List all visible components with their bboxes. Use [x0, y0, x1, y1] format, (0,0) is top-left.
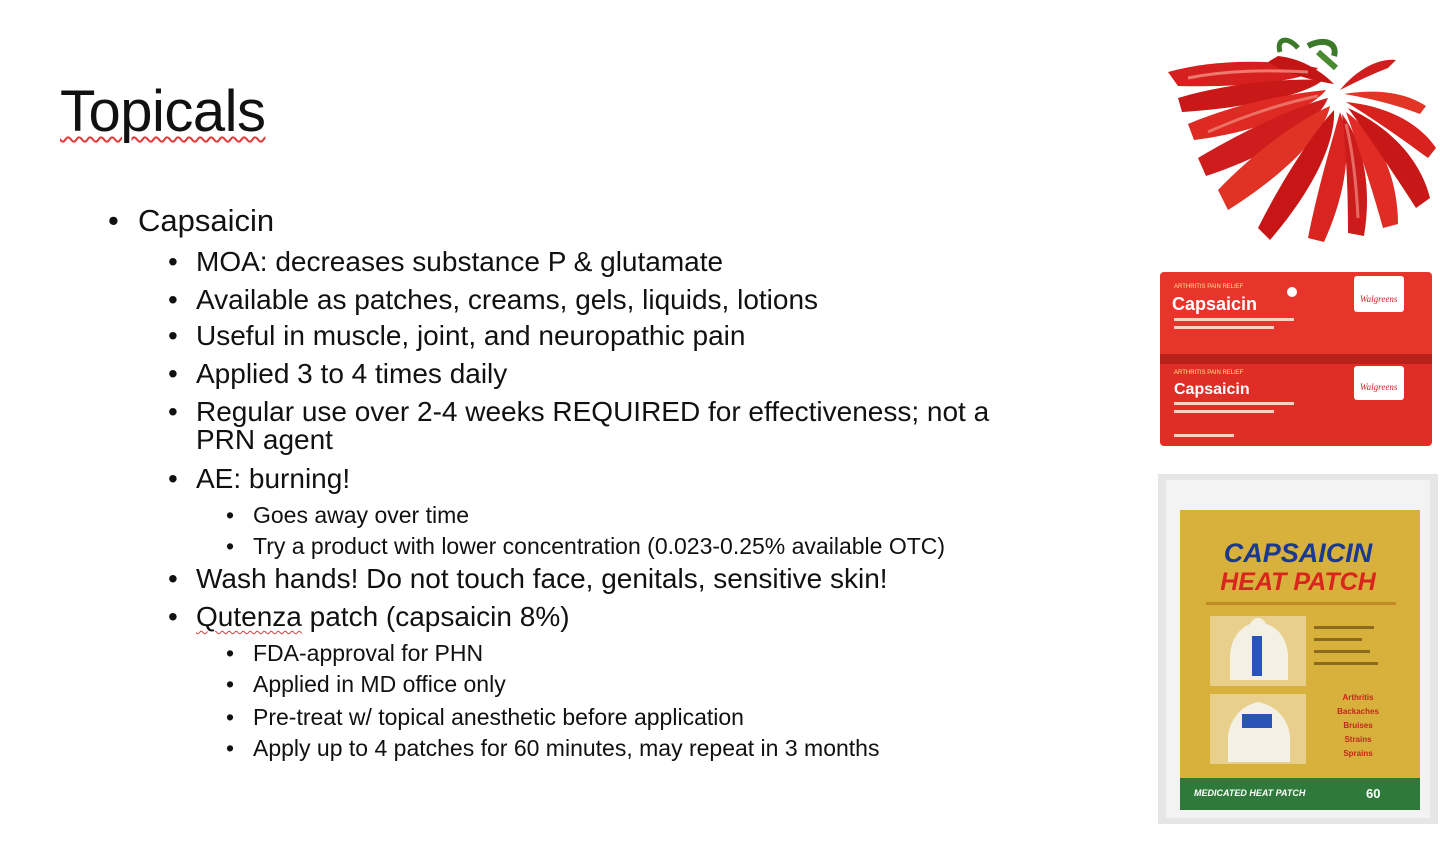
bullet-text — [196, 601, 570, 633]
capsaicin-heat-patch-image — [1158, 474, 1438, 824]
bullet-text: Available as patches, creams, gels, liquids, lotions — [196, 284, 819, 315]
chili-peppers-image — [1158, 28, 1438, 248]
bullet-text: Apply up to 4 patches for 60 minutes, may repeat in 3 months — [253, 735, 880, 761]
bullet-dot: • — [226, 704, 235, 730]
bullet-dot: • — [168, 601, 178, 632]
bullet-dot: • — [226, 533, 235, 559]
bullet-text: Regular use over 2-4 weeks REQUIRED for effectiveness; not a — [196, 396, 990, 427]
slide-title — [60, 78, 266, 145]
bullet-dot: • — [168, 284, 178, 315]
bullet-text: FDA-approval for PHN — [253, 640, 484, 666]
box-label-front: Capsaicin — [1174, 381, 1250, 398]
bullet-text: Capsaicin — [138, 203, 275, 238]
bullet-dot: • — [226, 735, 235, 761]
box-label-top: Capsaicin — [1172, 294, 1258, 314]
bullet-text: Applied 3 to 4 times daily — [196, 358, 508, 389]
bullet-dot: • — [168, 358, 178, 389]
bullet-regular-continued: PRN agent — [196, 424, 333, 455]
bullet-text: MOA: decreases substance P & glutamate — [196, 246, 724, 277]
capsaicin-cream-box-image — [1160, 270, 1435, 448]
bullet-text: Applied in MD office only — [253, 671, 506, 697]
bullet-dot: • — [226, 640, 235, 666]
pepper-bunch — [1168, 40, 1436, 242]
qutenza-word: Qutenza — [196, 601, 302, 632]
bullet-dot: • — [168, 396, 178, 427]
box-header-text: ARTHRITIS PAIN RELIEF — [1174, 284, 1244, 290]
bullet-dot: • — [108, 203, 119, 238]
patch-list-1: Arthritis — [1342, 693, 1374, 702]
patch-title-line1: CAPSAICIN — [1223, 538, 1373, 568]
bullet-dot: • — [226, 502, 235, 528]
patch-list-5: Sprains — [1343, 749, 1373, 758]
patch-list-4: Strains — [1344, 735, 1372, 744]
svg-text:ARTHRITIS PAIN RELIEF: ARTHRITIS PAIN RELIEF — [1174, 370, 1244, 376]
patch-list-2: Backaches — [1337, 707, 1379, 716]
bullet-text: AE: burning! — [196, 463, 351, 494]
patch-title-line2: HEAT PATCH — [1220, 568, 1376, 596]
svg-text:Walgreens: Walgreens — [1360, 382, 1398, 392]
bullet-text: Pre-treat w/ topical anesthetic before application — [253, 704, 744, 730]
patch-count: 60 — [1366, 786, 1381, 801]
bullet-text: Try a product with lower concentration (0.023-0.25% available OTC) — [253, 533, 946, 559]
bullet-dot: • — [226, 671, 235, 697]
bullet-text: Useful in muscle, joint, and neuropathic pain — [196, 320, 746, 351]
bullet-dot: • — [168, 463, 178, 494]
patch-list-3: Bruises — [1343, 721, 1373, 730]
bullet-text: Goes away over time — [253, 502, 470, 528]
bullet-dot: • — [168, 563, 178, 594]
patch-footer-text: MEDICATED HEAT PATCH — [1194, 788, 1306, 798]
bullet-text: Wash hands! Do not touch face, genitals, sensitive skin! — [196, 563, 888, 594]
bullet-dot: • — [168, 246, 178, 277]
qutenza-rest: patch (capsaicin 8%) — [301, 601, 570, 632]
slide-title-text: Topicals — [60, 79, 266, 144]
bullet-dot: • — [168, 320, 178, 351]
svg-text:Walgreens: Walgreens — [1360, 294, 1398, 304]
